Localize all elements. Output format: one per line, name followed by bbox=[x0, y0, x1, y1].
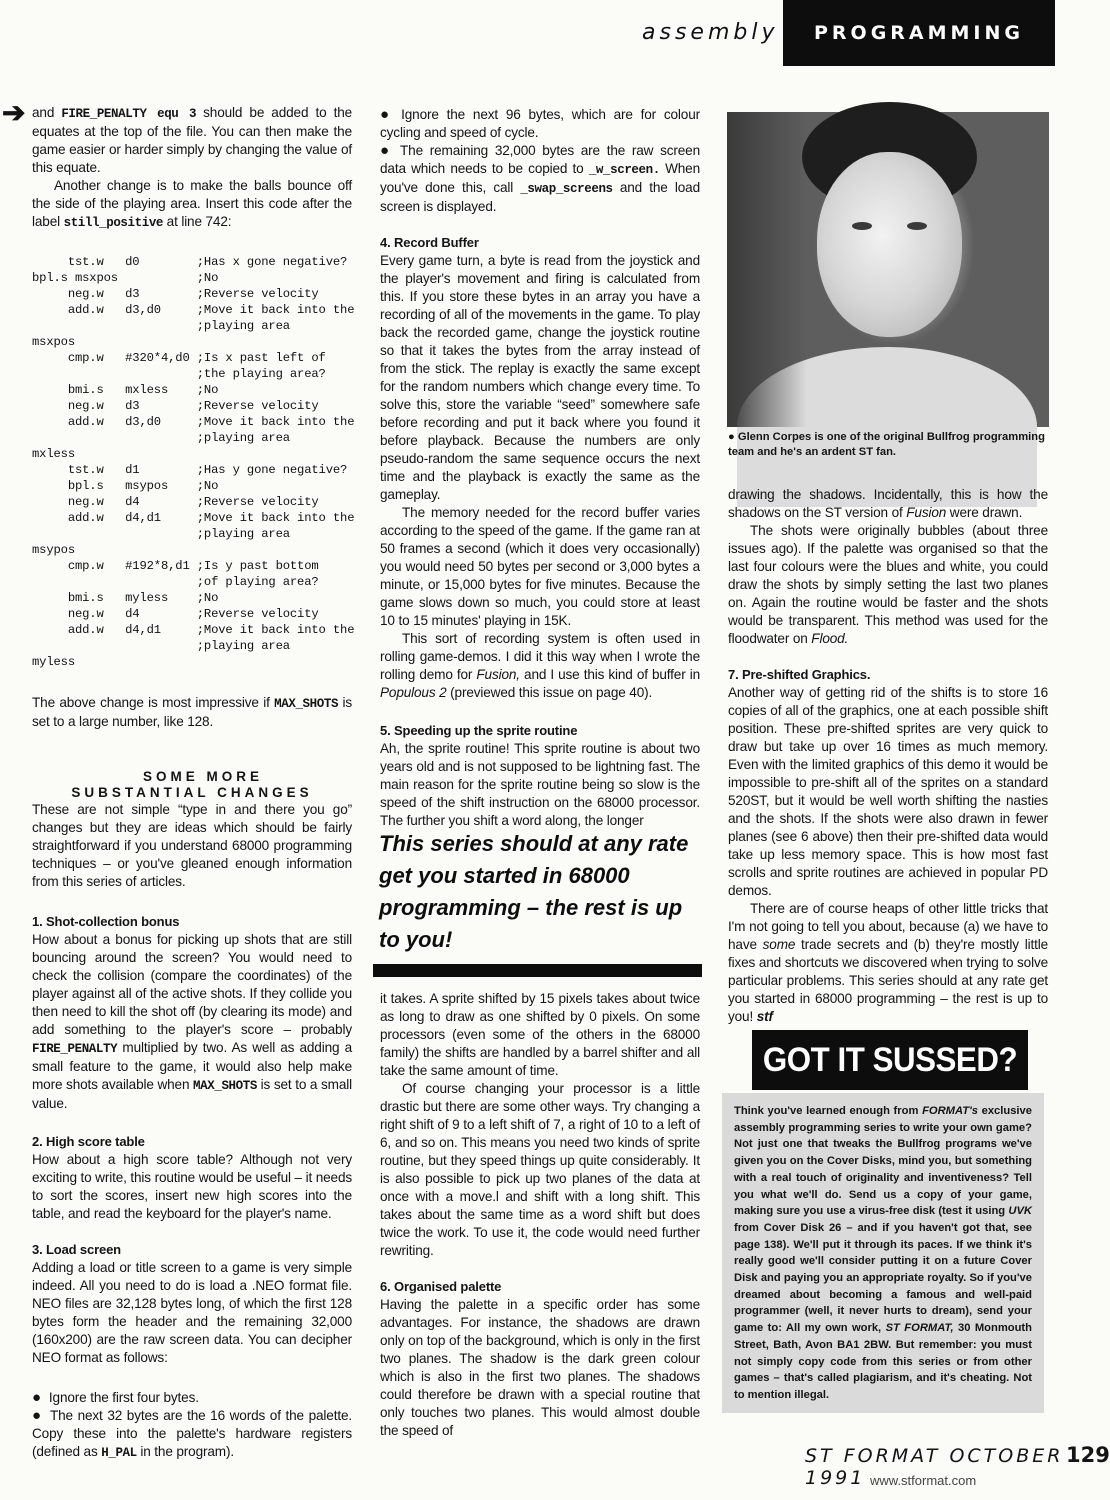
paragraph: Another change is to make the balls bounce off the side of the playing area. Insert this code after the label still_positive at line 742: bbox=[32, 178, 352, 230]
paragraph: Every game turn, a byte is read from the joystick and the player's movement and firing is calculated from this. If you store these bytes in an array you have a recording of all of the movements in the game. To play back the recorded game, change the joystick routine so that it takes the bytes from the array instead of from the stick. The replay is exactly the same except for the random numbers which change every time. To solve this, store the variable “seed” somewhere safe before recording and put it back where you found it before playback. Because the numbers are only pseudo-random the same sequence occurs the next time and the playback is exactly the same as the gameplay. bbox=[380, 253, 700, 502]
section-title: PROGRAMMING bbox=[783, 0, 1055, 66]
paragraph: Ah, the sprite routine! This sprite routine is about two years old and is not supposed to be lightning fast. The main reason for the sprite routine being so slow is the speed of the shift instruction on the 68000 processor. The further you shift a word along, the longer bbox=[380, 741, 700, 828]
subheading: 1. Shot-collection bonus bbox=[32, 914, 180, 929]
subheading: 2. High score table bbox=[32, 1134, 145, 1149]
subheading: 7. Pre-shifted Graphics. bbox=[728, 667, 871, 682]
issue-footer: ST FORMAT OCTOBER 1991 bbox=[805, 1445, 1064, 1489]
column-1 bbox=[32, 104, 355, 1462]
column-2 bbox=[380, 106, 700, 830]
subheading: 6. Organised palette bbox=[380, 1279, 502, 1294]
paragraph: Having the palette in a specific order has some advantages. For instance, the shadows are drawn only on top of the background, which is only in the first two planes. The shadow is the dark green colour which is also in the first two planes. The shadows could therefore be drawn with a special routine that only touches two planes. This would almost double the speed of bbox=[380, 1297, 700, 1438]
section-label: assembly bbox=[642, 20, 779, 45]
paragraph: it takes. A sprite shifted by 15 pixels takes about twice as long to draw as one shifted by 0 pixels. On some processors (even some of the others in the 68000 family) the shifts are handled by a barrel shifter and all take the same amount of time. bbox=[380, 991, 700, 1078]
box-title: GOT IT SUSSED? bbox=[752, 1030, 1028, 1090]
paragraph: These are not simple “type in and there you go” changes but they are ideas which should be fairly straightforward if you understand 68000 programming techniques – or you've gleaned enough information from this series of articles. bbox=[32, 802, 352, 889]
pull-quote: This series should at any rate get you started in 68000 programming – the rest is up to you! bbox=[379, 831, 689, 952]
bullet-item: ● Ignore the next 96 bytes, which are for colour cycling and speed of cycle. bbox=[380, 106, 700, 140]
photo-caption: ● Glenn Corpes is one of the original Bullfrog programming team and he's an ardent ST fan. bbox=[728, 431, 1045, 458]
bullet-item: ● The remaining 32,000 bytes are the raw screen data which needs to be copied to _w_screen. When you've done this, call _swap_screens and the load screen is displayed. bbox=[380, 142, 700, 214]
column-2-continued bbox=[380, 990, 700, 1440]
paragraph: The above change is most impressive if MAX_SHOTS is set to a large number, like 128. bbox=[32, 695, 352, 729]
subheading: 5. Speeding up the sprite routine bbox=[380, 723, 578, 738]
paragraph: Adding a load or title screen to a game is very simple indeed. All you need to do is load a .NEO format file. NEO files are 32,128 bytes long, of which the first 128 bytes form the header and the remaining 32,000 (160x200) are the raw screen data. You can decipher NEO format as follows: bbox=[32, 1260, 352, 1365]
got-it-sussed-box: Think you've learned enough from FORMAT's exclusive assembly programming series to write your own game? Not just one that tweaks the Bullfrog programs we've given you on the Cover Disks, mind you, but something with a real touch of originality and inventiveness? Tell you what we'll do. Send us a copy of your game, making sure you use a virus-free disk (test it using UVK from Cover Disk 26 – and if you haven't got that, see page 138). We'll put it through its paces. If we think it's really good we'll consider putting it on a future Cover Disk and paying you an appropriate royalty. So if you've dreamed about becoming a famous and well-paid programmer (well, it never hurts to dream), send your game to: All my own work, ST FORMAT, 30 Monmouth Street, Bath, Avon BA1 2BW. But remember: you must not simply copy code from this series or from other games – that's called plagiarism, and it's cheating. Not to mention illegal. bbox=[722, 1093, 1044, 1413]
paragraph: How about a high score table? Although not very exciting to write, this routine would be useful – it needs to sort the scores, insert new high scores into the table, and read the keyboard for the player's name. bbox=[32, 1152, 352, 1221]
page-number: 129 bbox=[1066, 1443, 1110, 1467]
portrait-photo bbox=[727, 112, 1049, 427]
paragraph: There are of course heaps of other little tricks that I'm not going to tell you about, because (a) we have to have some trade secrets and (b) they're mostly little fixes and shortcuts we discovered when trying to solve particular problems. This series should at any rate get you started in 68000 programming – the rest is up to you! stf bbox=[728, 901, 1048, 1024]
paragraph: How about a bonus for picking up shots that are still bouncing around the screen? You would need to check the collision (compare the coordinates) of the player against all of the active shots. If they collide you then need to kill the shot off (by clearing its mode) and add something to the player's score – probably FIRE_PENALTY multiplied by two. As well as adding a small feature to the game, it would also help make more shots available when MAX_SHOTS is set to a small value. bbox=[32, 932, 352, 1111]
subheading: 4. Record Buffer bbox=[380, 235, 479, 250]
code-listing: tst.w d0 ;Has x gone negative? bpl.s msxpos ;No neg.w d3 ;Reverse velocity add.w d3,d0 ;Move it back into the ;playing area msxpos cmp.w #320*4,d0 ;Is x past left of ;the playing area? bmi.s mxless ;No neg.w d3 ;Reverse velocity add.w d3,d0 ;Move it back into the ;playing area mxless tst.w d1 ;Has y gone negative? bpl.s msypos ;No neg.w d4 ;Reverse velocity add.w d4,d1 ;Move it back into the ;playing area msypos cmp.w #192*8,d1 ;Is y past bottom ;of playing area? bmi.s myless ;No neg.w d4 ;Reverse velocity add.w d4,d1 ;Move it back into the ;playing area myless bbox=[32, 255, 355, 669]
section-heading: SOME MORE SUBSTANTIAL CHANGES bbox=[71, 769, 313, 800]
source-url: www.stformat.com bbox=[870, 1473, 977, 1488]
paragraph: This sort of recording system is often used in rolling game-demos. I did it this way when I wrote the rolling demo for Fusion, and I use this kind of buffer in Populous 2 (previewed this issue on page 40). bbox=[380, 631, 700, 700]
paragraph: The memory needed for the record buffer varies according to the speed of the game. If the game ran at 50 frames a second (which it does very occasionally) you would need 50 bytes per second or 3,000 bytes a minute, or 15,000 bytes for five minutes. Because the game slows down so much, you could store at least 10 to 15 minutes' playing in 15K. bbox=[380, 505, 700, 628]
continued-arrow-icon: ➔ bbox=[2, 97, 26, 128]
bullet-item: ● Ignore the first four bytes. bbox=[32, 1389, 199, 1406]
paragraph: Another way of getting rid of the shifts is to store 16 copies of all of the graphics, one at each possible shift position. These pre-shifted sprites are very quick to draw but take up over 16 times as much memory. Even with the limited graphics of this demo it would be impossible to pre-shift all of the sprites on a standard 520ST, but it would be well worth shifting the nasties and the shots. If the shots were also drawn in fewer planes (see 6 above) then their pre-shifted data would take up less memory space. This is how most fast scrolls and sprite routines are achieved in popular PD demos. bbox=[728, 685, 1048, 898]
paragraph: and FIRE_PENALTY equ 3 should be added to the equates at the top of the file. You can then make the game easier or harder simply by changing the value of this equate. bbox=[32, 105, 353, 175]
divider bbox=[373, 964, 702, 977]
paragraph: drawing the shadows. Incidentally, this is how the shadows on the ST version of Fusion were drawn. bbox=[728, 487, 1048, 520]
column-3 bbox=[728, 486, 1048, 1026]
paragraph: The shots were originally bubbles (about three issues ago). If the palette was organised so that the last four colours were the blues and white, you could draw the shots by simply setting the last two planes on. Again the routine would be faster and the shots would be transparent. This method was used for the floodwater on Flood. bbox=[728, 523, 1048, 646]
bullet-item: ● The next 32 bytes are the 16 words of the palette. Copy these into the palette's hardware registers (defined as H_PAL in the program). bbox=[32, 1407, 353, 1460]
subheading: 3. Load screen bbox=[32, 1242, 121, 1257]
paragraph: Of course changing your processor is a little drastic but there are some other ways. Try changing a right shift of 9 to a left shift of 7, a right of 10 to a left of 6, and so on. This means you need two kinds of sprite routine, but they speed things up quite considerably. It is also possible to pick up two planes of the data at once with a move.l and shift with a long shift. This takes about the same time as a word shift but does twice the work. To use it, the code would need further rewriting. bbox=[380, 1081, 700, 1258]
